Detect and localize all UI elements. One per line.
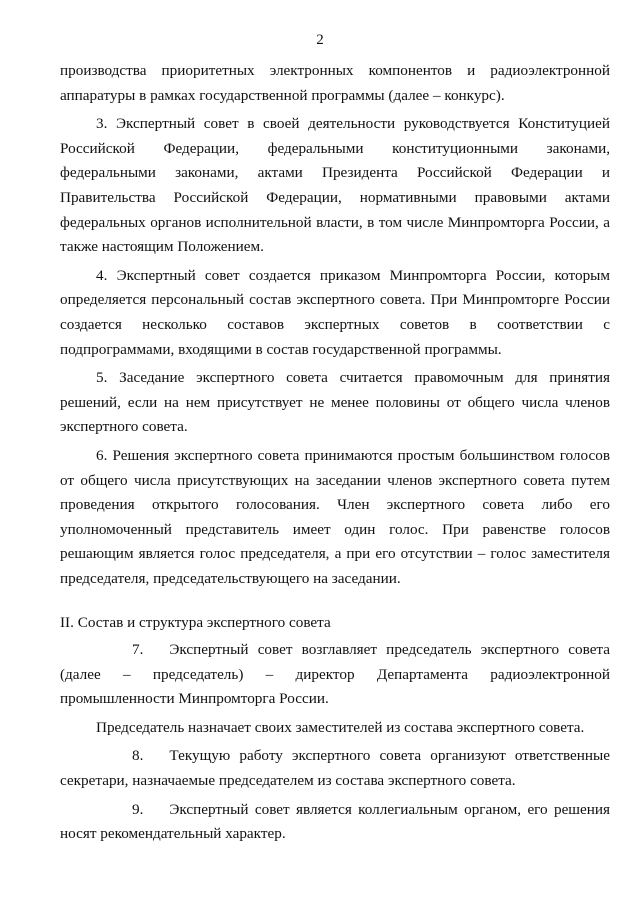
page-number: 2	[316, 32, 324, 48]
item-text-9: Экспертный совет является коллегиальным органом, его решения носят рекомендательный характер.	[60, 800, 610, 843]
paragraph-7	[60, 638, 610, 712]
item-number-8: 8.	[132, 747, 144, 765]
paragraph-9	[60, 798, 610, 847]
paragraph-continuation: производства приоритетных электронных компонентов и радиоэлектронной аппаратуры в рамках государственной программы (далее – конкурс).	[60, 62, 610, 104]
item-text-8: Текущую работу экспертного совета организуют ответственные секретари, назначаемые председателем из состава экспертного совета.	[60, 747, 610, 790]
item-number-7: 7.	[132, 641, 144, 659]
item-number-9: 9.	[132, 800, 144, 818]
paragraph-chair: Председатель назначает своих заместителей из состава экспертного совета.	[96, 718, 585, 736]
paragraph-8	[60, 744, 610, 793]
paragraph-6: 6. Решения экспертного совета принимаются простым большинством голосов от общего числа присутствующих на заседании членов экспертного совета путем проведения открытого голосования. Член экспертного совета либо его уполномоченный представитель имеет один голос. При равенстве голосов решающим является голос председателя, а при его отсутствии – голос заместителя председателя, председательствующего на заседании.	[60, 446, 610, 587]
paragraph-5: 5. Заседание экспертного совета считается правомочным для принятия решений, если на нем присутствует не менее половины от общего числа членов экспертного совета.	[60, 369, 610, 436]
section-heading: II. Состав и структура экспертного совета	[60, 614, 331, 632]
item-text-7: Экспертный совет возглавляет председатель экспертного совета (далее – председатель) – директор Департамента радиоэлектронной промышленности Минпромторга России.	[60, 641, 610, 708]
paragraph-4: 4. Экспертный совет создается приказом Минпромторга России, которым определяется персональный состав экспертного совета. При Минпромторге России создается несколько составов экспертных советов в соответствии с подпрограммами, входящими в состав государственной программы.	[60, 266, 610, 358]
document-body	[60, 59, 610, 851]
paragraph-3: 3. Экспертный совет в своей деятельности руководствуется Конституцией Российской Федерации, федеральными конституционными законами, федеральными законами, актами Президента Российской Федерации и Правительства Российской Федерации, нормативными правовыми актами федеральных органов исполнительной власти, в том числе Минпромторга России, а также настоящим Положением.	[60, 115, 610, 256]
